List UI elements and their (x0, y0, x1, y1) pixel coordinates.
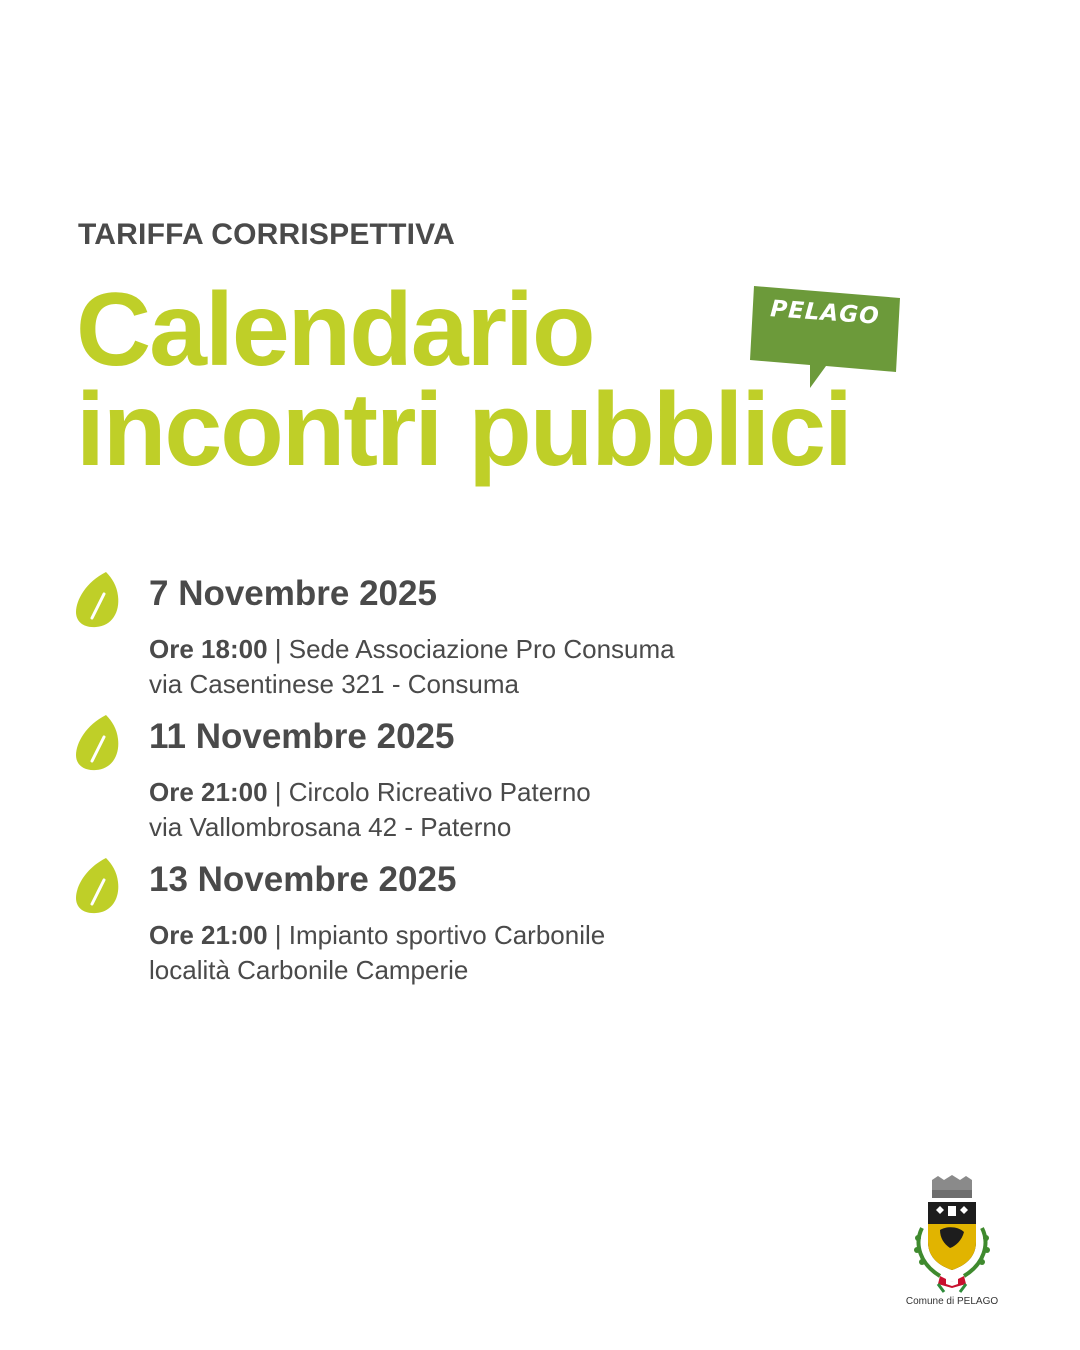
event-address: località Carbonile Camperie (149, 955, 469, 985)
event-time: Ore 21:00 (149, 777, 268, 807)
event-address: via Vallombrosana 42 - Paterno (149, 812, 512, 842)
kicker: TARIFFA CORRISPETTIVA (78, 218, 455, 251)
pelago-tag (750, 286, 900, 366)
title-line-2: incontri pubblici (76, 372, 851, 488)
event-item (76, 858, 976, 1001)
event-address: via Casentinese 321 - Consuma (149, 669, 519, 699)
separator: | (267, 777, 289, 807)
event-venue: Sede Associazione Pro Consuma (288, 634, 675, 664)
leaf-icon (76, 858, 120, 914)
tag-label: PELAGO (769, 296, 881, 330)
event-date: 13 Novembre 2025 (149, 860, 457, 899)
event-info (149, 632, 675, 702)
event-item (76, 715, 976, 858)
event-info (149, 918, 605, 988)
event-venue: Circolo Ricreativo Paterno (288, 777, 591, 807)
event-time: Ore 18:00 (149, 634, 268, 664)
events-list (76, 572, 976, 1001)
separator: | (267, 920, 289, 950)
event-item (76, 572, 976, 715)
leaf-icon (76, 572, 120, 628)
event-date: 11 Novembre 2025 (149, 717, 455, 756)
event-venue: Impianto sportivo Carbonile (288, 920, 606, 950)
crest-label: Comune di PELAGO (905, 1296, 999, 1307)
event-date: 7 Novembre 2025 (149, 574, 437, 613)
event-info (149, 775, 591, 845)
leaf-icon (76, 715, 120, 771)
event-time: Ore 21:00 (149, 920, 268, 950)
municipality-crest (904, 1172, 1000, 1312)
page-title (76, 272, 851, 488)
title-line-1: Calendario (76, 272, 594, 388)
coat-of-arms-icon (904, 1172, 1000, 1296)
separator: | (267, 634, 289, 664)
